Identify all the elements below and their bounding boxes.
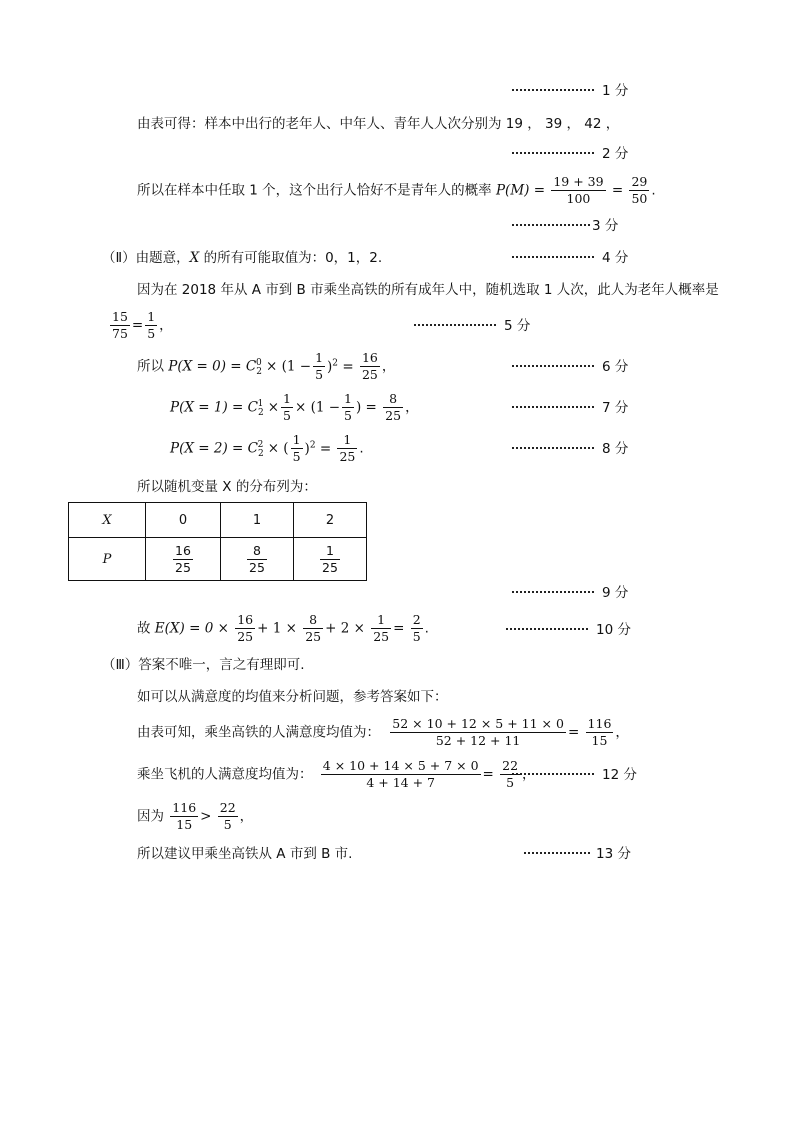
table-intro: 所以随机变量 X 的分布列为： xyxy=(137,479,317,495)
part2-heading: （Ⅱ）由题意，X 的所有可能取值为：0，1，2. xyxy=(102,250,383,266)
table-cell: P xyxy=(69,538,146,581)
table-row xyxy=(69,538,367,581)
part3-line5: 所以建议甲乘坐高铁从 A 市到 B 市. xyxy=(137,846,353,862)
expectation: 故 E(X) = 0 × $\frac{16}{25}$ + 1 × $\frac{8}{25}$ + 2 × $\frac{1}{25}$ = $\frac{2}{5}$ . xyxy=(137,612,429,644)
score-7: 7 分 xyxy=(512,399,628,417)
prob-x1: $P(X = 1) = C_2^1$ × $\frac{1}{5}$ × (1 − $\frac{1}{5}$ ) = $\frac{8}{25}$ ， xyxy=(170,391,419,423)
part3-heading: （Ⅲ）答案不唯一，言之有理即可. xyxy=(102,657,305,673)
score-12: 12 分 xyxy=(512,766,637,784)
fraction: $\frac{29}{50}$ xyxy=(631,174,648,206)
part3-line3: 乘坐飞机的人满意度均值为： $\frac{4 \times 10 + 14 \times 5 + 7 \times 0}{4 + 14 + 7}$ = $\frac{22}{5}$ ， xyxy=(137,758,536,790)
table-cell: $\frac{16}{25}$ xyxy=(146,538,221,581)
part1-line2: 所以在样本中任取 1 个，这个出行人恰好不是青年人的概率 P(M) = $\frac{19 + 39}{100}$ = $\frac{29}{50}$ . xyxy=(137,174,656,206)
part3-line4: 因为 $\frac{116}{15}$ > $\frac{22}{5}$ ， xyxy=(137,800,254,832)
score-13: 13 分 xyxy=(524,845,631,863)
table-cell: $\frac{1}{25}$ xyxy=(294,538,367,581)
table-cell: 1 xyxy=(221,503,294,538)
score-2: 2 分 xyxy=(512,145,628,163)
score-3: 3 分 xyxy=(512,217,618,235)
table-cell: 2 xyxy=(294,503,367,538)
part1-line2-text: 所以在样本中任取 1 个，这个出行人恰好不是青年人的概率 xyxy=(137,182,492,199)
part1-line2-lhs: P(M) = xyxy=(495,182,546,199)
part2-para-fraction: $\frac{15}{75}$ = $\frac{1}{5}$ ， xyxy=(112,309,173,341)
score-10: 10 分 xyxy=(506,621,631,639)
table-cell: 0 xyxy=(146,503,221,538)
prob-x0: 所以 $P(X = 0) = C_2^0 \times (1$ − $\frac{1}{5}$ )$^2$ = $\frac{16}{25}$ ， xyxy=(137,350,396,382)
distribution-table xyxy=(68,502,367,581)
table-row xyxy=(69,503,367,538)
part1-line1: 由表可得：样本中出行的老年人、中年人、青年人人次分别为 19 ， 39 ， 42 ， xyxy=(137,116,620,132)
fraction: $\frac{19 + 39}{100}$ xyxy=(553,174,604,206)
score-6: 6 分 xyxy=(512,358,628,376)
score-4: 4 分 xyxy=(512,249,628,267)
table-cell: X xyxy=(69,503,146,538)
part3-line2: 由表可知，乘坐高铁的人满意度均值为： $\frac{52 \times 10 + 12 \times 5 + 11 \times 0}{52 + 12 + 11}$ = $\frac{116}{15}$ ， xyxy=(137,716,629,748)
score-8: 8 分 xyxy=(512,440,628,458)
part3-line1: 如可以从满意度的均值来分析问题，参考答案如下： xyxy=(137,689,448,705)
score-9: 9 分 xyxy=(512,584,628,602)
prob-x2: $P(X = 2) = C_2^2$ × ( $\frac{1}{5}$ )$^2$ = $\frac{1}{25}$ . xyxy=(170,432,364,464)
score-5: 5 分 xyxy=(414,317,530,335)
score-1: 1 分 xyxy=(512,82,628,100)
part2-para: 因为在 2018 年从 A 市到 B 市乘坐高铁的所有成年人中，随机选取 1 人次，此人为老年人概率是 xyxy=(137,282,719,298)
table-cell: $\frac{8}{25}$ xyxy=(221,538,294,581)
